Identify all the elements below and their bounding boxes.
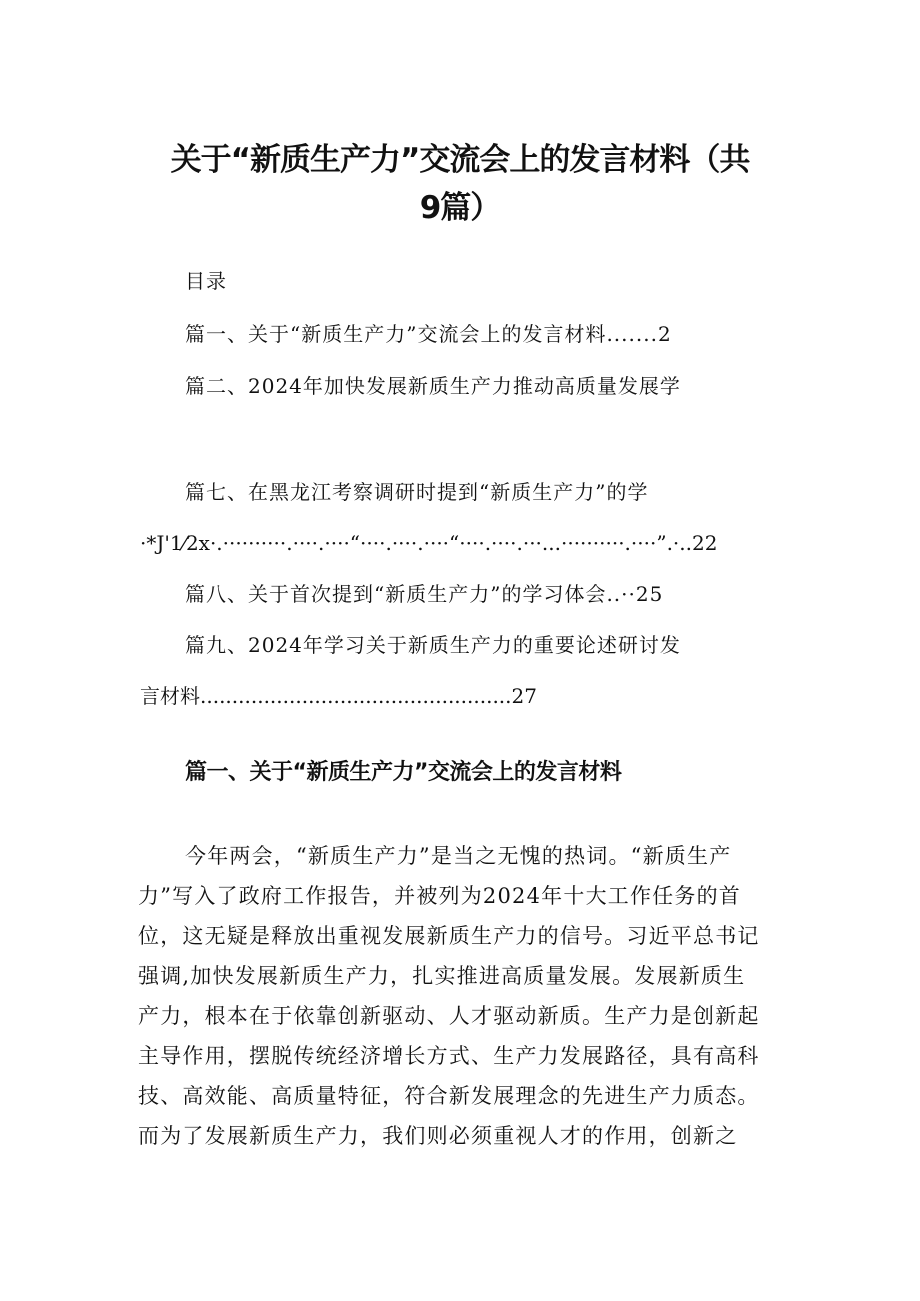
toc-entry[interactable]: 篇九、2024年学习关于新质生产力的重要论述研讨发 [185,633,681,657]
section-heading: 篇一、关于“新质生产力”交流会上的发言材料 [185,760,622,786]
toc-entry-continuation[interactable]: ·*J'1⁄2x·.··········.····.····“····.····.····“····.····.···...··········.····”.·..22 [140,531,718,555]
toc-entry[interactable]: 篇八、关于首次提到“新质生产力”的学习体会..··25 [185,582,664,606]
body-paragraph-line: 技、高效能、高质量特征，符合新发展理念的先进生产力质态。 [138,1084,760,1108]
body-paragraph-line: 强调,加快发展新质生产力，扎实推进高质量发展。发展新质生 [138,964,746,988]
toc-entry[interactable]: 篇七、在黑龙江考察调研时提到“新质生产力”的学 [185,480,649,504]
toc-entry[interactable]: 篇二、2024年加快发展新质生产力推动高质量发展学 [185,374,681,398]
body-paragraph-line: 而为了发展新质生产力，我们则必须重视人才的作用，创新之 [138,1124,738,1148]
toc-entry-continuation[interactable]: 言材料.................................................27 [140,684,537,708]
document-title-continued: 9篇） [419,190,501,226]
body-paragraph-line: 产力，根本在于依靠创新驱动、人才驱动新质。生产力是创新起 [138,1004,760,1028]
body-paragraph-line: 力”写入了政府工作报告，并被列为2024年十大工作任务的首 [138,884,741,908]
document-title: 关于“新质生产力”交流会上的发言材料（共 [170,142,750,178]
body-paragraph-line: 今年两会，“新质生产力”是当之无愧的热词。“新质生产 [185,844,732,868]
body-paragraph-line: 位，这无疑是释放出重视发展新质生产力的信号。习近平总书记 [138,924,760,948]
toc-heading: 目录 [185,269,227,293]
toc-entry[interactable]: 篇一、关于“新质生产力”交流会上的发言材料.......2 [185,322,672,346]
body-paragraph-line: 主导作用，摆脱传统经济增长方式、生产力发展路径，具有高科 [138,1044,760,1068]
